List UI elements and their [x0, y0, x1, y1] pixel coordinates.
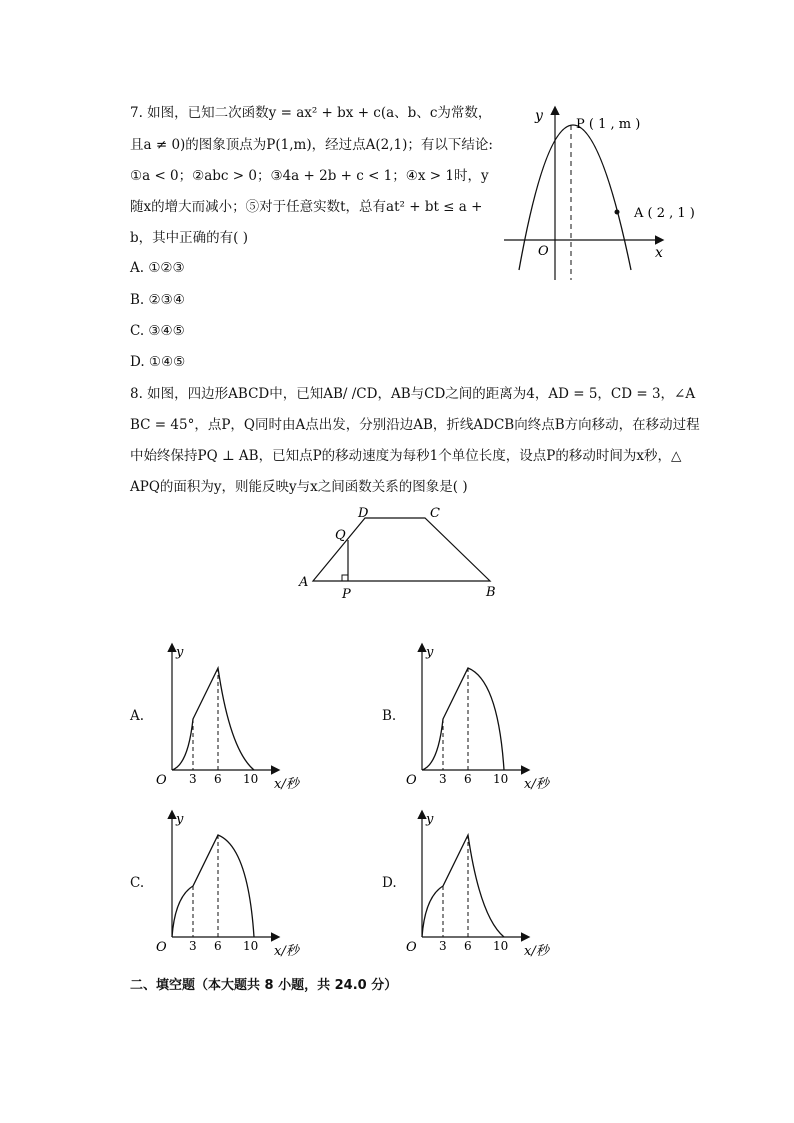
- graph-a-tick-3: 3: [189, 772, 197, 786]
- graph-d-curve: [422, 835, 504, 937]
- graph-c-tick-10: 10: [243, 939, 259, 953]
- q8-trapezoid-figure: [295, 500, 510, 605]
- point-a-label: A ( 2 , 1 ): [634, 206, 695, 221]
- point-a-dot: [615, 210, 620, 215]
- graph-d-tick-10: 10: [493, 939, 509, 953]
- graph-d-tick-6: 6: [464, 939, 472, 953]
- graph-a[interactable]: [150, 640, 310, 795]
- graph-a-tick-10: 10: [243, 772, 259, 786]
- graph-b-origin: O: [406, 773, 417, 788]
- graph-b-tick-10: 10: [493, 772, 509, 786]
- graph-a-curve: [172, 668, 254, 770]
- q7-option-d[interactable]: D. ①④⑤: [130, 354, 186, 370]
- graph-a-x-label: x/秒: [274, 777, 299, 792]
- graph-c-curve: [172, 835, 254, 937]
- graph-d-tick-3: 3: [439, 939, 447, 953]
- graph-b-tick-3: 3: [439, 772, 447, 786]
- y-axis-label: y: [535, 108, 543, 124]
- q7-option-a[interactable]: A. ①②③: [130, 260, 185, 276]
- parabola: [519, 125, 631, 270]
- q7-line-5: b，其中正确的有( ): [130, 230, 248, 246]
- graph-b-y-label: y: [426, 645, 434, 660]
- origin-label: O: [538, 244, 549, 259]
- graph-a-y-label: y: [176, 645, 184, 660]
- graph-c-y-label: y: [176, 812, 184, 827]
- graph-option-c-label[interactable]: C.: [130, 875, 145, 891]
- graph-option-b-label[interactable]: B.: [382, 708, 397, 724]
- q7-option-b[interactable]: B. ②③④: [130, 292, 185, 308]
- graph-b[interactable]: [400, 640, 560, 795]
- section-title: 二、填空题（本大题共 8 小题，共 24.0 分）: [130, 978, 398, 993]
- graph-a-origin: O: [156, 773, 167, 788]
- graph-b-x-label: x/秒: [524, 777, 549, 792]
- q8-line-2: BC = 45°，点P，Q同时由A点出发，分别沿边AB，折线ADCB向终点B方向移动，在移动过程: [130, 417, 700, 433]
- q8-line-1: 8. 如图，四边形ABCD中，已知AB/ /CD，AB与CD之间的距离为4，AD = 5，CD = 3，∠A: [130, 386, 696, 402]
- x-axis-label: x: [655, 245, 663, 261]
- graph-d-x-label: x/秒: [524, 944, 549, 959]
- graph-d[interactable]: [400, 807, 560, 962]
- q7-line-4: 随x的增大而减小；⑤对于任意实数t，总有at² + bt ≤ a +: [130, 199, 483, 215]
- vertex-label: P ( 1 , m ): [576, 117, 641, 132]
- label-c: C: [430, 506, 440, 521]
- label-a: A: [299, 575, 309, 590]
- right-angle-mark: [342, 575, 348, 581]
- q7-line-1: 7. 如图，已知二次函数y = ax² + bx + c(a、b、c为常数，: [130, 105, 492, 121]
- q7-line-2: 且a ≠ 0)的图象顶点为P(1,m)，经过点A(2,1)；有以下结论:: [130, 137, 493, 153]
- graph-c-tick-6: 6: [214, 939, 222, 953]
- q7-line-3: ①a < 0；②abc > 0；③4a + 2b + c < 1；④x > 1时，y: [130, 168, 489, 184]
- graph-d-origin: O: [406, 940, 417, 955]
- graph-d-y-label: y: [426, 812, 434, 827]
- graph-a-tick-6: 6: [214, 772, 222, 786]
- label-p: P: [342, 587, 351, 602]
- graph-option-a-label[interactable]: A.: [130, 708, 145, 724]
- graph-option-d-label[interactable]: D.: [382, 875, 397, 891]
- label-d: D: [358, 506, 369, 521]
- graph-c-origin: O: [156, 940, 167, 955]
- q7-parabola-figure: [500, 100, 695, 285]
- graph-c-x-label: x/秒: [274, 944, 299, 959]
- label-b: B: [486, 585, 496, 600]
- graph-c[interactable]: [150, 807, 310, 962]
- q8-line-4: APQ的面积为y，则能反映y与x之间函数关系的图象是( ): [130, 479, 468, 495]
- q8-line-3: 中始终保持PQ ⊥ AB，已知点P的移动速度为每秒1个单位长度，设点P的移动时间为x秒，△: [130, 448, 682, 464]
- label-q: Q: [335, 528, 346, 543]
- q7-option-c[interactable]: C. ③④⑤: [130, 323, 185, 339]
- graph-c-tick-3: 3: [189, 939, 197, 953]
- graph-b-curve: [422, 668, 504, 770]
- graph-b-tick-6: 6: [464, 772, 472, 786]
